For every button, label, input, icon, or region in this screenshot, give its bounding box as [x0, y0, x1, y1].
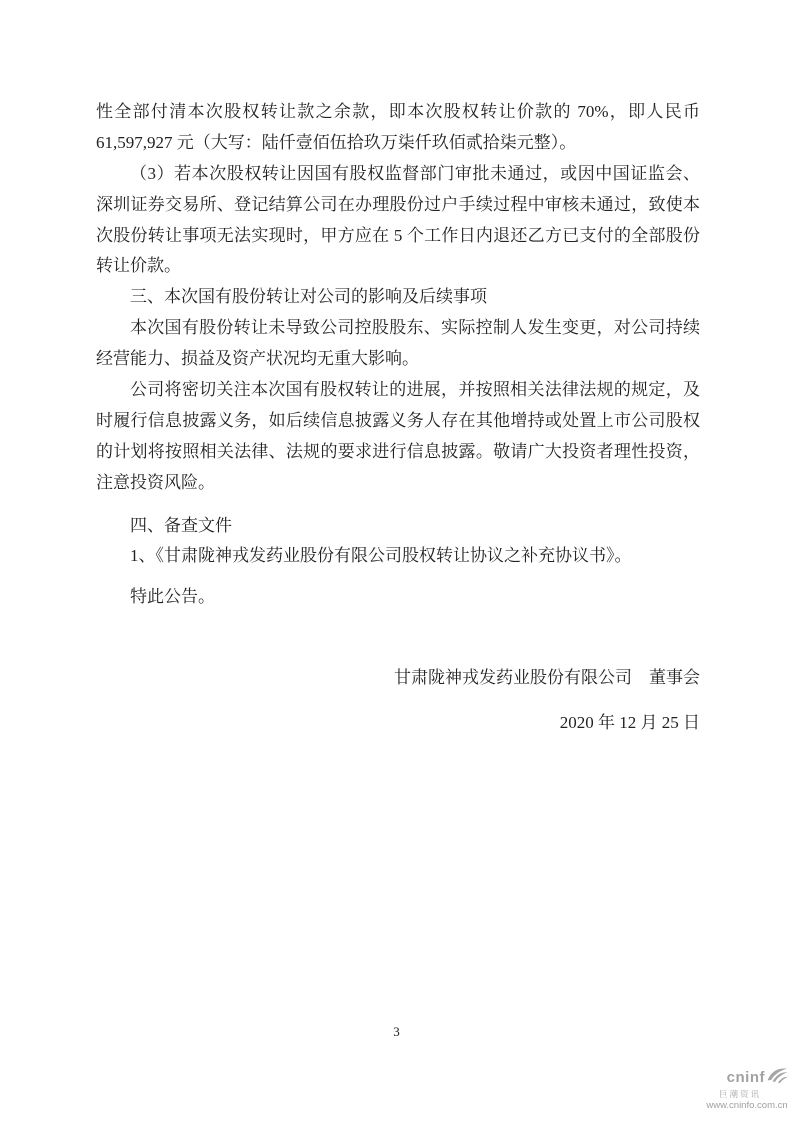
- body-line: 公司将密切关注本次国有股权转让的进展，并按照相关法律法规的规定，及: [130, 380, 700, 400]
- body-line: 注意投资风险。: [96, 472, 215, 492]
- body-line: 次股份转让事项无法实现时，甲方应在 5 个工作日内退还乙方已支付的全部股份: [96, 225, 700, 245]
- body-line: 深圳证券交易所、登记结算公司在办理股份过户手续过程中审核未通过，致使本: [96, 194, 700, 214]
- body-line: 性全部付清本次股权转让款之余款，即本次股权转让价款的 70%，即人民币: [96, 102, 700, 121]
- cninfo-wordmark: cninf: [726, 1068, 765, 1086]
- section-heading-3: 三、本次国有股份转让对公司的影响及后续事项: [130, 287, 487, 307]
- body-line: （3）若本次股权转让因国有股权监督部门审批未通过，或因中国证监会、: [130, 163, 700, 183]
- page-number: 3: [393, 1024, 400, 1039]
- cninfo-brand-chinese: 巨潮资讯: [718, 1089, 761, 1099]
- body-line: 1、《甘肃陇神戎发药业股份有限公司股权转让协议之补充协议书》。: [130, 546, 632, 566]
- cninfo-swirl-icon: [766, 1066, 788, 1088]
- body-line: 时履行信息披露义务，如后续信息披露义务人存在其他增持或处置上市公司股权: [96, 410, 700, 430]
- body-line: 61,597,927 元（大写：陆仟壹佰伍拾玖万柒仟玖佰贰拾柒元整）。: [96, 132, 577, 152]
- body-line: 经营能力、损益及资产状况均无重大影响。: [96, 349, 419, 369]
- closing-line: 特此公告。: [130, 587, 215, 607]
- signature-date: 2020 年 12 月 25 日: [559, 713, 700, 733]
- body-line: 本次国有股份转让未导致公司控股股东、实际控制人发生变更，对公司持续: [130, 318, 700, 338]
- section-heading-4: 四、备查文件: [130, 515, 232, 535]
- body-line: 转让价款。: [96, 256, 181, 276]
- cninfo-url: www.cninfo.com.cn: [706, 1099, 788, 1111]
- signature-company: 甘肃陇神戎发药业股份有限公司 董事会: [394, 668, 700, 688]
- body-line: 的计划将按照相关法律、法规的要求进行信息披露。敬请广大投资者理性投资，: [96, 441, 700, 461]
- document-body: [96, 97, 700, 739]
- cninfo-watermark: [704, 1066, 790, 1110]
- cninfo-logo-row: [704, 1066, 790, 1088]
